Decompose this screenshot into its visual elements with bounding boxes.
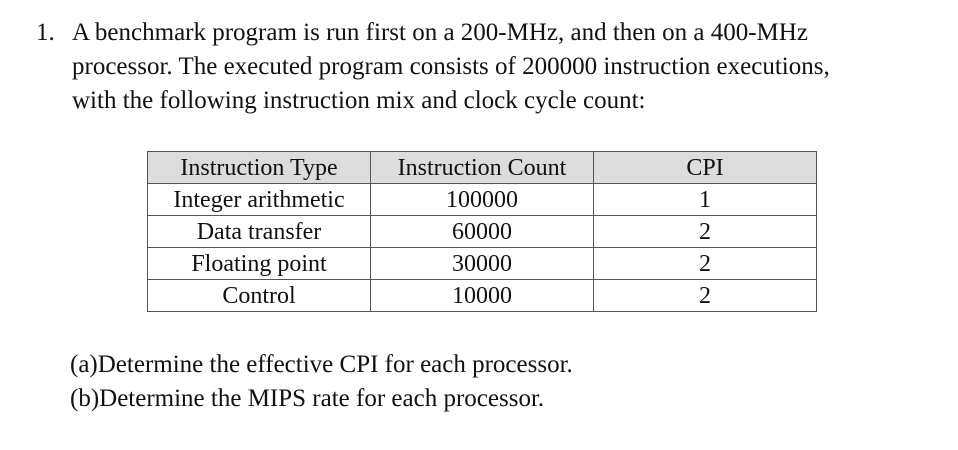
cell-instruction-count: 10000	[371, 280, 594, 312]
problem-paragraph	[72, 16, 936, 118]
question-b: (b)Determine the MIPS rate for each processor.	[70, 385, 545, 412]
problem-line: with the following instruction mix and clock cycle count:	[72, 87, 646, 114]
table-row	[148, 248, 817, 280]
problem-statement	[36, 16, 936, 118]
header-instruction-count: Instruction Count	[371, 152, 594, 184]
problem-line: processor. The executed program consists of 200000 instruction executions,	[72, 53, 830, 80]
cell-instruction-type: Control	[148, 280, 371, 312]
instruction-mix-table	[147, 151, 817, 312]
header-instruction-type: Instruction Type	[148, 152, 371, 184]
cell-instruction-count: 30000	[371, 248, 594, 280]
table-row	[148, 184, 817, 216]
question-a: (a)Determine the effective CPI for each processor.	[70, 351, 573, 378]
cell-cpi: 2	[594, 216, 817, 248]
cell-cpi: 1	[594, 184, 817, 216]
table-header-row	[148, 152, 817, 184]
cell-instruction-type: Data transfer	[148, 216, 371, 248]
cell-instruction-type: Integer arithmetic	[148, 184, 371, 216]
problem-line: A benchmark program is run first on a 200-MHz, and then on a 400-MHz	[72, 19, 808, 46]
cell-instruction-count: 100000	[371, 184, 594, 216]
cell-cpi: 2	[594, 248, 817, 280]
problem-number: 1.	[36, 19, 55, 46]
cell-instruction-type: Floating point	[148, 248, 371, 280]
header-cpi: CPI	[594, 152, 817, 184]
table-row	[148, 280, 817, 312]
cell-instruction-count: 60000	[371, 216, 594, 248]
table-row	[148, 216, 817, 248]
cell-cpi: 2	[594, 280, 817, 312]
questions-list	[70, 348, 573, 416]
